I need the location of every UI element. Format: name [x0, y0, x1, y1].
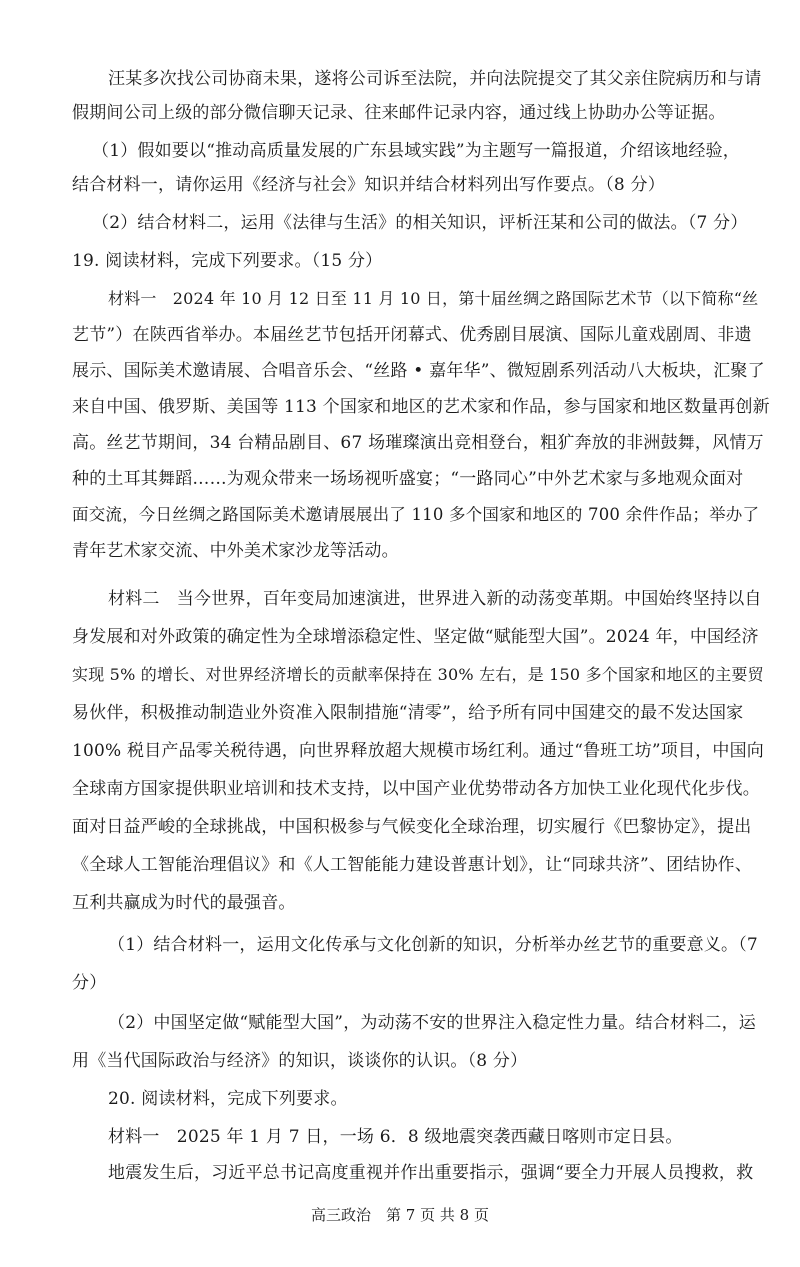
text-line-19: 100% 税目产品零关税待遇，向世界释放超大规模市场红利。通过“鲁班工坊”项目，中国向	[72, 741, 764, 761]
question-line-27: 用《当代国际政治与经济》的知识，谈谈你的认识。（8 分）	[72, 1051, 528, 1071]
text-line-23: 互利共赢成为时代的最强音。	[72, 893, 296, 913]
text-line-16: 身发展和对外政策的确定性为全球增添稳定性、坚定做“赋能型大国”。2024 年，中国经济	[72, 627, 759, 647]
question-line-25: 分）	[72, 973, 107, 993]
text-line-11: 高。丝艺节期间，34 台精品剧目、67 场璀璨演出竞相登台，粗犷奔放的非洲鼓舞，风情万	[72, 433, 764, 453]
question-line-4: 结合材料一，请你运用《经济与社会》知识并结合材料列出写作要点。（8 分）	[72, 175, 665, 195]
text-line-8: 艺节”）在陕西省举办。本届丝艺节包括开闭幕式、优秀剧目展演、国际儿童戏剧周、非遗	[72, 325, 752, 345]
page-footer: 高三政治 第 7 页 共 8 页	[311, 1206, 489, 1224]
text-line-18: 易伙伴，积极推动制造业外资准入限制措施“清零”，给予所有同中国建交的最不发达国家	[72, 703, 744, 723]
text-line-17: 实现 5% 的增长、对世界经济增长的贡献率保持在 30% 左右，是 150 多个国家和地区的主要贸	[72, 665, 764, 684]
text-line-12: 种的土耳其舞蹈……为观众带来一场场视听盛宴；“一路同心”中外艺术家与多地观众面对	[72, 469, 744, 489]
question-line-3: （1）假如要以“推动高质量发展的广东县域实践”为主题写一篇报道，介绍该地经验，	[92, 141, 740, 161]
text-line-1: 汪某多次找公司协商未果，遂将公司诉至法院，并向法院提交了其父亲住院病历和与请	[108, 69, 762, 89]
text-line-29: 材料一 2025 年 1 月 7 日，一场 6．8 级地震突袭西藏日喀则市定日县。	[108, 1127, 683, 1147]
question-heading-19: 19. 阅读材料，完成下列要求。（15 分）	[72, 251, 383, 271]
question-line-26: （2）中国坚定做“赋能型大国”，为动荡不安的世界注入稳定性力量。结合材料二，运	[108, 1013, 756, 1033]
text-line-7: 材料一 2024 年 10 月 12 日至 11 月 10 日，第十届丝绸之路国际艺术节（以下简称“丝	[108, 289, 759, 308]
question-heading-20: 20. 阅读材料，完成下列要求。	[108, 1089, 348, 1109]
text-line-2: 假期间公司上级的部分微信聊天记录、往来邮件记录内容，通过线上协助办公等证据。	[72, 103, 726, 123]
text-line-30: 地震发生后，习近平总书记高度重视并作出重要指示，强调“要全力开展人员搜救，救	[108, 1163, 754, 1183]
text-line-20: 全球南方国家提供职业培训和技术支持，以中国产业优势带动各方加快工业化现代化步伐。	[72, 779, 760, 799]
text-line-14: 青年艺术家交流、中外美术家沙龙等活动。	[72, 541, 399, 561]
text-line-21: 面对日益严峻的全球挑战，中国积极参与气候变化全球治理，切实履行《巴黎协定》，提出	[72, 817, 752, 837]
question-line-5: （2）结合材料二，运用《法律与生活》的相关知识，评析汪某和公司的做法。（7 分）	[92, 213, 748, 233]
text-line-9: 展示、国际美术邀请展、合唱音乐会、“丝路 • 嘉年华”、微短剧系列活动八大板块，汇聚了	[72, 361, 765, 381]
text-line-22: 《全球人工智能治理倡议》和《人工智能能力建设普惠计划》，让“同球共济”、团结协作、	[72, 855, 753, 875]
question-line-24: （1）结合材料一，运用文化传承与文化创新的知识，分析举办丝艺节的重要意义。（7	[108, 935, 758, 955]
text-line-13: 面交流，今日丝绸之路国际美术邀请展展出了 110 多个国家和地区的 700 余件作品；举办了	[72, 505, 760, 524]
text-line-15: 材料二 当今世界，百年变局加速演进，世界进入新的动荡变革期。中国始终坚持以自	[108, 589, 762, 609]
text-line-10: 来自中国、俄罗斯、美国等 113 个国家和地区的艺术家和作品，参与国家和地区数量再创新	[72, 397, 770, 417]
